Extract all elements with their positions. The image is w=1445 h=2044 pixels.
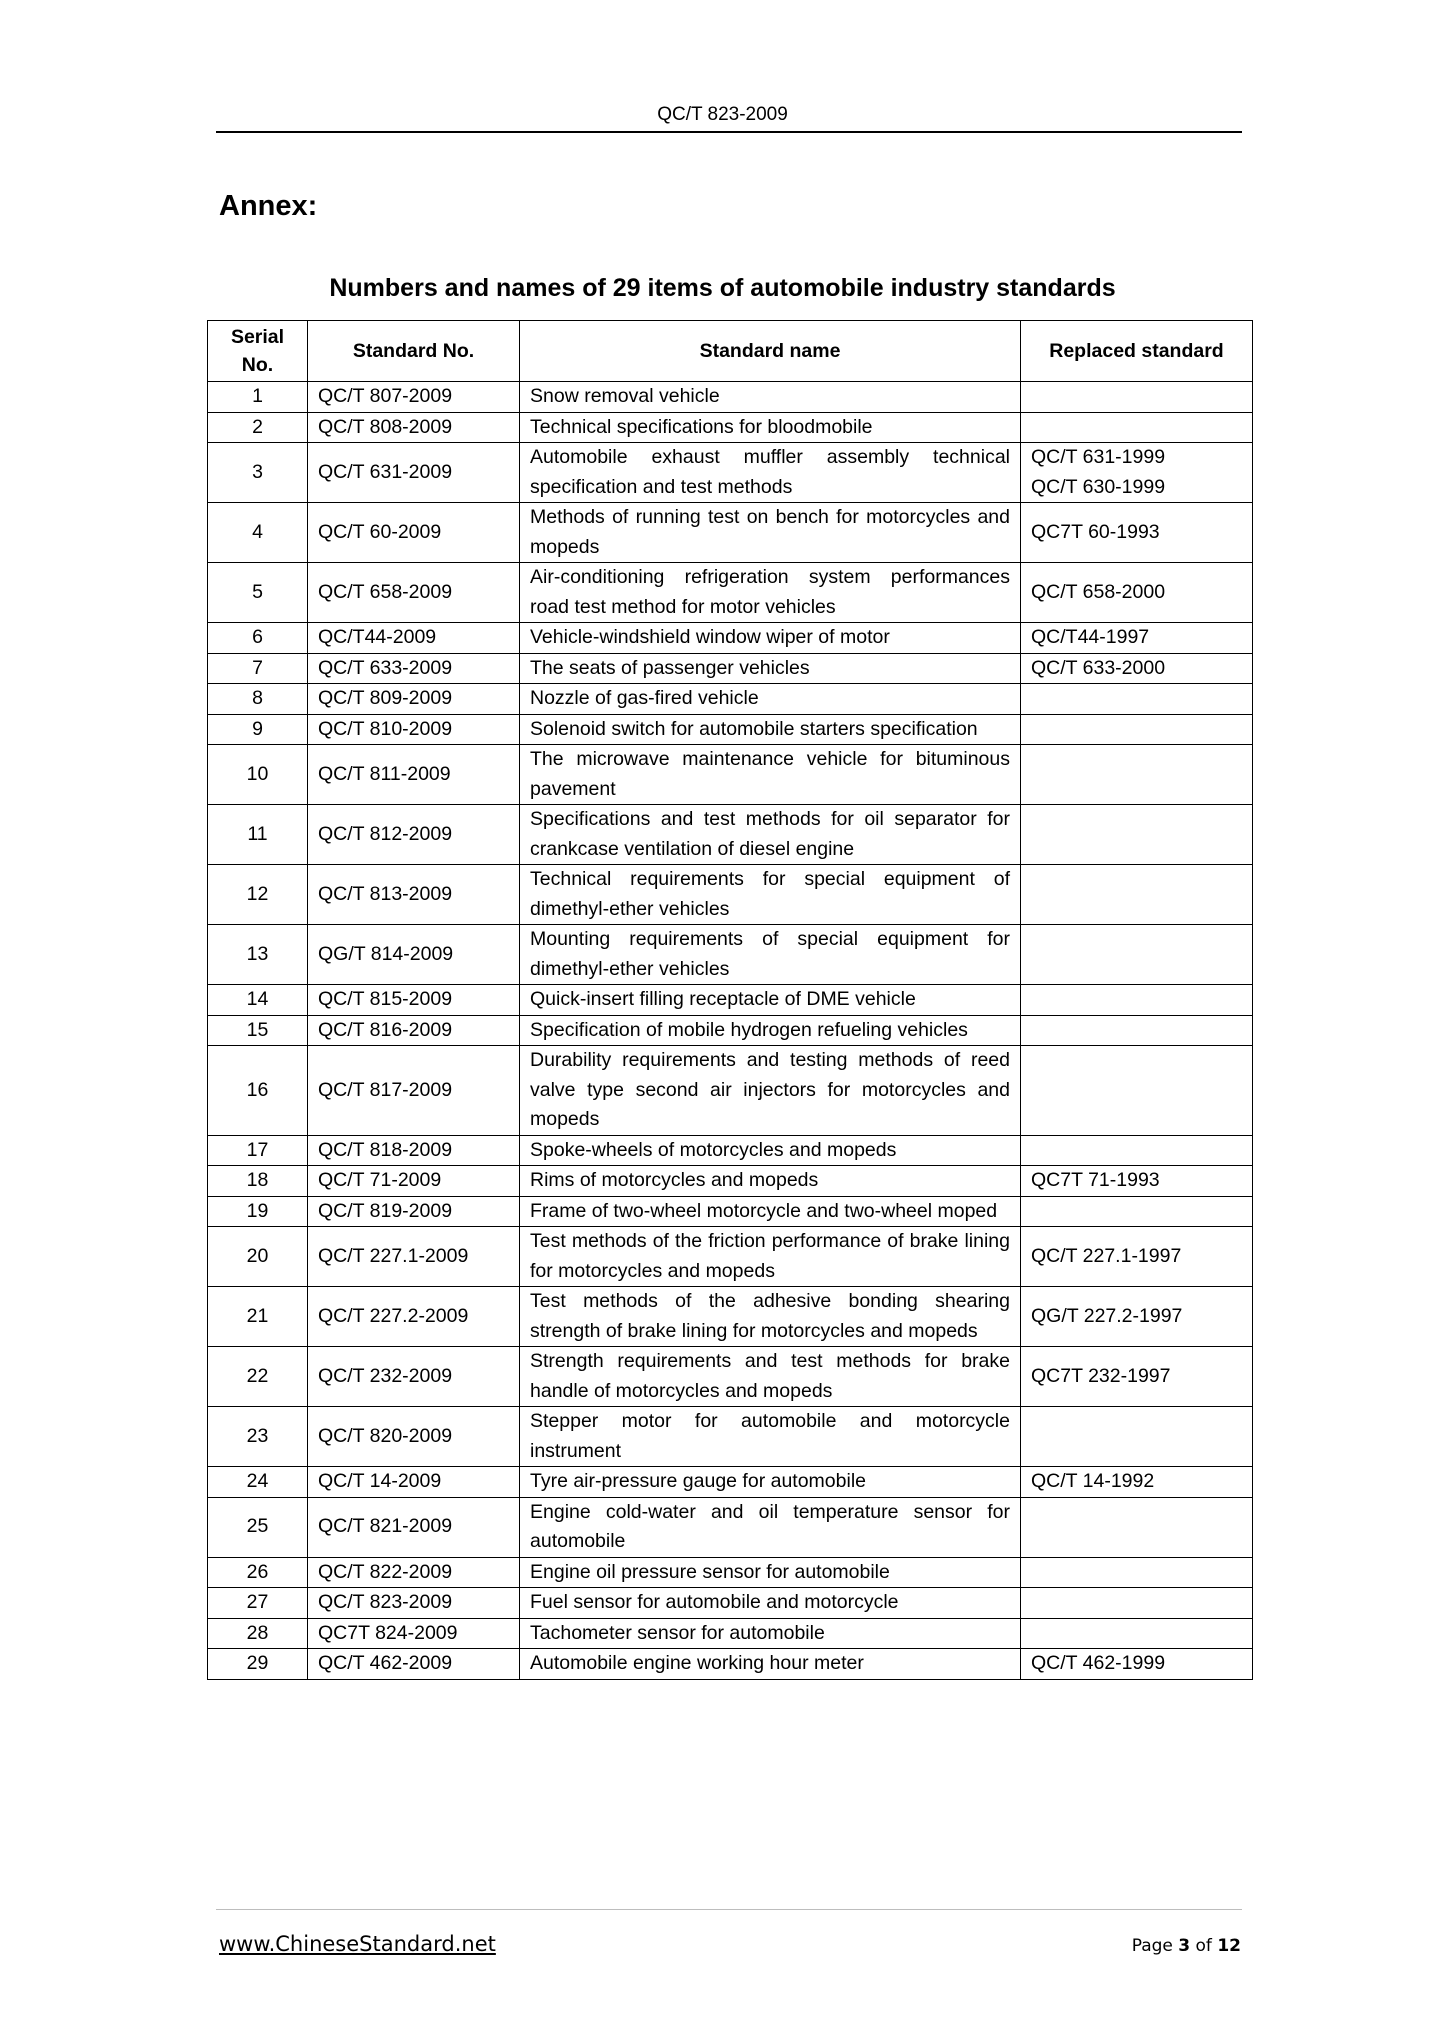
cell-standard-name: Automobile exhaust muffler assembly technical specification and test methods — [520, 443, 1021, 503]
cell-standard-no: QC7T 824-2009 — [308, 1618, 520, 1649]
table-row — [208, 1166, 1253, 1197]
table-row — [208, 1015, 1253, 1046]
table-row — [208, 382, 1253, 413]
cell-replaced — [1021, 985, 1253, 1016]
cell-serial: 17 — [208, 1135, 308, 1166]
cell-replaced — [1021, 1497, 1253, 1557]
cell-serial: 29 — [208, 1649, 308, 1680]
table-row — [208, 1196, 1253, 1227]
cell-replaced — [1021, 925, 1253, 985]
table-row — [208, 865, 1253, 925]
cell-standard-name: Vehicle-windshield window wiper of motor — [520, 623, 1021, 654]
cell-standard-no: QC/T 812-2009 — [308, 805, 520, 865]
cell-replaced: QC/T 14-1992 — [1021, 1467, 1253, 1498]
cell-replaced — [1021, 745, 1253, 805]
cell-replaced: QC7T 71-1993 — [1021, 1166, 1253, 1197]
cell-standard-name: Stepper motor for automobile and motorcycle instrument — [520, 1407, 1021, 1467]
cell-replaced — [1021, 1015, 1253, 1046]
table-row — [208, 563, 1253, 623]
cell-standard-name: Solenoid switch for automobile starters specification — [520, 714, 1021, 745]
footer-page-number — [1132, 1936, 1241, 1956]
cell-serial: 8 — [208, 684, 308, 715]
cell-replaced — [1021, 1407, 1253, 1467]
cell-replaced — [1021, 865, 1253, 925]
cell-replaced — [1021, 1618, 1253, 1649]
table-row — [208, 1467, 1253, 1498]
cell-standard-no: QG/T 814-2009 — [308, 925, 520, 985]
cell-serial: 5 — [208, 563, 308, 623]
cell-replaced — [1021, 1135, 1253, 1166]
cell-serial: 1 — [208, 382, 308, 413]
cell-standard-name: Air-conditioning refrigeration system performances road test method for motor vehicles — [520, 563, 1021, 623]
footer-site-link[interactable]: www.ChineseStandard.net — [219, 1932, 496, 1956]
cell-serial: 20 — [208, 1227, 308, 1287]
cell-serial: 24 — [208, 1467, 308, 1498]
cell-serial: 25 — [208, 1497, 308, 1557]
cell-replaced — [1021, 412, 1253, 443]
col-header-standard-no: Standard No. — [308, 321, 520, 382]
cell-standard-no: QC/T 14-2009 — [308, 1467, 520, 1498]
table-row — [208, 985, 1253, 1016]
cell-serial: 2 — [208, 412, 308, 443]
cell-standard-no: QC/T 822-2009 — [308, 1557, 520, 1588]
cell-standard-no: QC/T 810-2009 — [308, 714, 520, 745]
cell-replaced — [1021, 382, 1253, 413]
cell-serial: 19 — [208, 1196, 308, 1227]
col-header-replaced: Replaced standard — [1021, 321, 1253, 382]
cell-standard-no: QC/T 633-2009 — [308, 653, 520, 684]
footer-rule — [216, 1909, 1242, 1910]
cell-replaced — [1021, 684, 1253, 715]
annex-heading: Annex: — [219, 190, 318, 222]
table-row — [208, 1407, 1253, 1467]
cell-standard-name: Specification of mobile hydrogen refueling vehicles — [520, 1015, 1021, 1046]
cell-serial: 18 — [208, 1166, 308, 1197]
cell-standard-no: QC/T 807-2009 — [308, 382, 520, 413]
cell-standard-no: QC/T 71-2009 — [308, 1166, 520, 1197]
cell-standard-no: QC/T 818-2009 — [308, 1135, 520, 1166]
cell-serial: 14 — [208, 985, 308, 1016]
cell-replaced — [1021, 805, 1253, 865]
cell-standard-name: Engine oil pressure sensor for automobile — [520, 1557, 1021, 1588]
cell-serial: 10 — [208, 745, 308, 805]
page-total: 12 — [1217, 1936, 1241, 1956]
cell-replaced: QC/T 227.1-1997 — [1021, 1227, 1253, 1287]
cell-replaced: QC7T 60-1993 — [1021, 503, 1253, 563]
cell-serial: 9 — [208, 714, 308, 745]
table-row — [208, 623, 1253, 654]
cell-replaced: QG/T 227.2-1997 — [1021, 1287, 1253, 1347]
cell-serial: 12 — [208, 865, 308, 925]
cell-standard-name: Automobile engine working hour meter — [520, 1649, 1021, 1680]
cell-standard-name: The seats of passenger vehicles — [520, 653, 1021, 684]
table-row — [208, 1618, 1253, 1649]
cell-serial: 26 — [208, 1557, 308, 1588]
cell-serial: 13 — [208, 925, 308, 985]
cell-standard-no: QC/T 227.1-2009 — [308, 1227, 520, 1287]
cell-standard-name: Spoke-wheels of motorcycles and mopeds — [520, 1135, 1021, 1166]
cell-serial: 27 — [208, 1588, 308, 1619]
cell-serial: 4 — [208, 503, 308, 563]
cell-standard-no: QC/T 60-2009 — [308, 503, 520, 563]
cell-standard-no: QC/T 819-2009 — [308, 1196, 520, 1227]
table-row — [208, 443, 1253, 503]
table-row — [208, 412, 1253, 443]
cell-standard-name: Tachometer sensor for automobile — [520, 1618, 1021, 1649]
cell-standard-no: QC/T 816-2009 — [308, 1015, 520, 1046]
cell-standard-name: Nozzle of gas-fired vehicle — [520, 684, 1021, 715]
cell-standard-name: Specifications and test methods for oil separator for crankcase ventilation of diesel engine — [520, 805, 1021, 865]
page-prefix: Page — [1131, 1936, 1173, 1956]
cell-standard-name: Quick-insert filling receptacle of DME vehicle — [520, 985, 1021, 1016]
cell-standard-name: Frame of two-wheel motorcycle and two-wheel moped — [520, 1196, 1021, 1227]
standards-table — [207, 320, 1253, 1680]
cell-standard-name: Test methods of the adhesive bonding shearing strength of brake lining for motorcycles and mopeds — [520, 1287, 1021, 1347]
cell-standard-name: Engine cold-water and oil temperature sensor for automobile — [520, 1497, 1021, 1557]
cell-standard-no: QC/T 232-2009 — [308, 1347, 520, 1407]
cell-standard-name: Durability requirements and testing methods of reed valve type second air injectors for motorcycles and mopeds — [520, 1046, 1021, 1136]
cell-replaced — [1021, 714, 1253, 745]
cell-standard-name: Technical specifications for bloodmobile — [520, 412, 1021, 443]
page-current: 3 — [1178, 1936, 1191, 1956]
cell-standard-name: The microwave maintenance vehicle for bituminous pavement — [520, 745, 1021, 805]
cell-serial: 3 — [208, 443, 308, 503]
cell-standard-no: QC/T 821-2009 — [308, 1497, 520, 1557]
cell-standard-no: QC/T 815-2009 — [308, 985, 520, 1016]
table-header-row — [208, 321, 1253, 382]
cell-replaced — [1021, 1588, 1253, 1619]
cell-replaced: QC7T 232-1997 — [1021, 1347, 1253, 1407]
cell-standard-name: Tyre air-pressure gauge for automobile — [520, 1467, 1021, 1498]
cell-replaced: QC/T 462-1999 — [1021, 1649, 1253, 1680]
cell-standard-no: QC/T 813-2009 — [308, 865, 520, 925]
table-row — [208, 653, 1253, 684]
cell-replaced: QC/T 658-2000 — [1021, 563, 1253, 623]
cell-standard-no: QC/T 631-2009 — [308, 443, 520, 503]
cell-serial: 28 — [208, 1618, 308, 1649]
table-row — [208, 1046, 1253, 1136]
cell-standard-no: QC/T 811-2009 — [308, 745, 520, 805]
table-row — [208, 1557, 1253, 1588]
cell-replaced — [1021, 1196, 1253, 1227]
cell-replaced: QC/T44-1997 — [1021, 623, 1253, 654]
table-row — [208, 805, 1253, 865]
table-row — [208, 1287, 1253, 1347]
cell-serial: 23 — [208, 1407, 308, 1467]
cell-standard-no: QC/T 227.2-2009 — [308, 1287, 520, 1347]
cell-standard-no: QC/T 808-2009 — [308, 412, 520, 443]
table-row — [208, 1649, 1253, 1680]
cell-standard-no: QC/T 817-2009 — [308, 1046, 520, 1136]
page-of: of — [1195, 1936, 1212, 1956]
cell-serial: 11 — [208, 805, 308, 865]
table-title: Numbers and names of 29 items of automobile industry standards — [329, 274, 1116, 302]
cell-serial: 21 — [208, 1287, 308, 1347]
cell-replaced: QC/T 631-1999 QC/T 630-1999 — [1021, 443, 1253, 503]
table-row — [208, 925, 1253, 985]
cell-serial: 22 — [208, 1347, 308, 1407]
cell-standard-name: Strength requirements and test methods for brake handle of motorcycles and mopeds — [520, 1347, 1021, 1407]
cell-replaced: QC/T 633-2000 — [1021, 653, 1253, 684]
cell-standard-name: Fuel sensor for automobile and motorcycle — [520, 1588, 1021, 1619]
header-rule — [216, 131, 1242, 133]
cell-standard-no: QC/T 462-2009 — [308, 1649, 520, 1680]
table-row — [208, 503, 1253, 563]
running-header: QC/T 823-2009 — [657, 104, 788, 125]
cell-standard-name: Mounting requirements of special equipment for dimethyl-ether vehicles — [520, 925, 1021, 985]
table-row — [208, 1135, 1253, 1166]
cell-standard-name: Snow removal vehicle — [520, 382, 1021, 413]
cell-standard-name: Technical requirements for special equipment of dimethyl-ether vehicles — [520, 865, 1021, 925]
cell-replaced — [1021, 1557, 1253, 1588]
table-row — [208, 684, 1253, 715]
cell-standard-name: Test methods of the friction performance of brake lining for motorcycles and mopeds — [520, 1227, 1021, 1287]
cell-standard-no: QC/T 820-2009 — [308, 1407, 520, 1467]
table-row — [208, 714, 1253, 745]
cell-standard-name: Rims of motorcycles and mopeds — [520, 1166, 1021, 1197]
cell-standard-name: Methods of running test on bench for motorcycles and mopeds — [520, 503, 1021, 563]
col-header-standard-name: Standard name — [520, 321, 1021, 382]
cell-standard-no: QC/T 809-2009 — [308, 684, 520, 715]
col-header-serial: Serial No. — [208, 321, 308, 382]
cell-serial: 16 — [208, 1046, 308, 1136]
cell-serial: 6 — [208, 623, 308, 654]
cell-replaced — [1021, 1046, 1253, 1136]
cell-standard-no: QC/T 823-2009 — [308, 1588, 520, 1619]
table-row — [208, 1497, 1253, 1557]
table-row — [208, 745, 1253, 805]
cell-standard-no: QC/T 658-2009 — [308, 563, 520, 623]
cell-serial: 15 — [208, 1015, 308, 1046]
table-body — [208, 382, 1253, 1680]
table-row — [208, 1227, 1253, 1287]
table-row — [208, 1347, 1253, 1407]
table-row — [208, 1588, 1253, 1619]
cell-standard-no: QC/T44-2009 — [308, 623, 520, 654]
cell-serial: 7 — [208, 653, 308, 684]
